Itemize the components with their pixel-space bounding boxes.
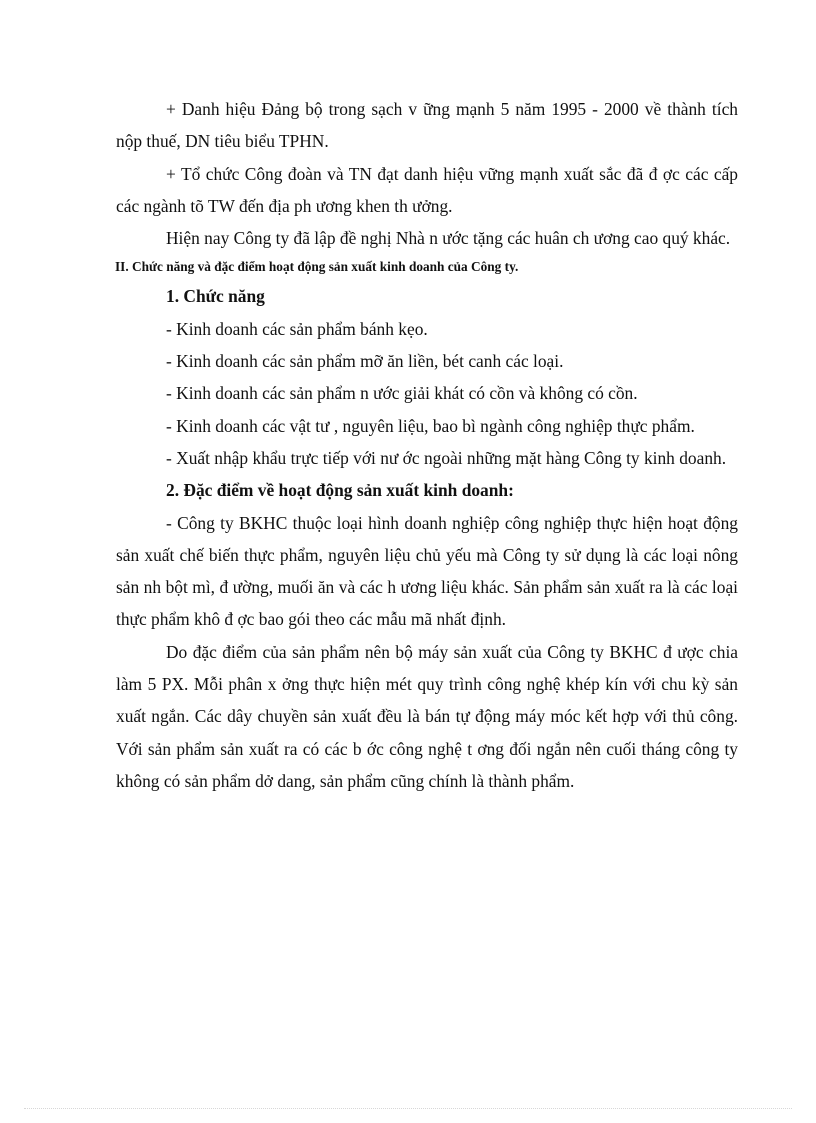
section-heading: II. Chức năng và đặc điểm hoạt động sản xuất kinh doanh của Công ty. (115, 259, 519, 275)
page-bottom-divider (24, 1108, 792, 1109)
award-party-paragraph: + Danh hiệu Đảng bộ trong sạch v ững mạnh 5 năm 1995 - 2000 về thành tích nộp thuế, DN tiêu biểu TPHN. (116, 99, 738, 152)
function-item: - Kinh doanh các sản phẩm n ước giải khát có cồn và không có cồn. (166, 383, 638, 404)
function-item: - Kinh doanh các sản phẩm bánh kẹo. (166, 318, 428, 339)
award-union-paragraph: + Tổ chức Công đoàn và TN đạt danh hiệu vững mạnh xuất sắc đã đ ợc các cấp các ngành tõ TW đến địa ph ương khen th ưởng. (116, 163, 738, 216)
document-page (116, 93, 738, 797)
characteristics-heading: 2. Đặc điểm về hoạt động sản xuất kinh doanh: (166, 480, 514, 501)
proposal-paragraph: Hiện nay Công ty đã lập đề nghị Nhà n ước tặng các huân ch ương cao quý khác. (166, 228, 731, 249)
function-item: - Kinh doanh các sản phẩm mỡ ăn liền, bét canh các loại. (166, 351, 564, 372)
function-item: - Xuất nhập khẩu trực tiếp với nư ớc ngoài những mặt hàng Công ty kinh doanh. (166, 447, 727, 468)
function-heading: 1. Chức năng (166, 286, 265, 307)
characteristics-paragraph: Do đặc điểm của sản phẩm nên bộ máy sản xuất của Công ty BKHC đ ược chia làm 5 PX. Mỗi phân x ởng thực hiện mét quy trình công nghệ khép kín với chu kỳ sản xuất ngắn. Các dây chuyền sản xuất đều là bán tự động máy móc kết hợp với thủ công. Với sản phẩm sản xuất ra có các b ớc công nghệ t ơng đối ngắn nên cuối tháng công ty không có sản phẩm dở dang, sản phẩm cũng chính là thành phẩm. (116, 641, 738, 791)
characteristics-paragraph: - Công ty BKHC thuộc loại hình doanh nghiệp công nghiệp thực hiện hoạt động sản xuất chế biến thực phẩm, nguyên liệu chủ yếu mà Công ty sử dụng là các loại nông sản nh bột mì, đ ường, muối ăn và các h ương liệu khác. Sản phẩm sản xuất ra là các loại thực phẩm khô đ ợc bao gói theo các mẫu mã nhất định. (116, 512, 738, 630)
function-item: - Kinh doanh các vật tư , nguyên liệu, bao bì ngành công nghiệp thực phẩm. (166, 415, 695, 436)
